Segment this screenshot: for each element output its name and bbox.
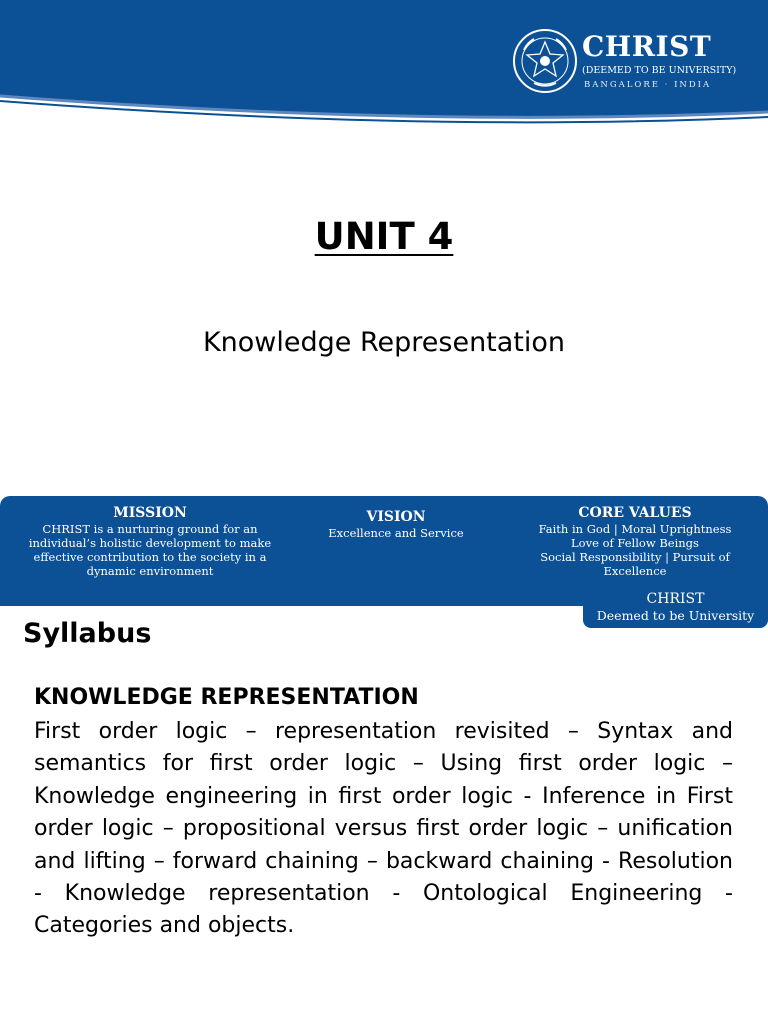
section-heading: KNOWLEDGE REPRESENTATION — [34, 685, 419, 710]
core-values-column — [520, 504, 750, 578]
christ-tab — [583, 585, 768, 628]
vision-column — [300, 508, 492, 540]
core-value-line: Faith in God | Moral Uprightness — [538, 522, 732, 536]
mission-column — [20, 504, 280, 578]
mission-text: CHRIST is a nurturing ground for an individual’s holistic development to make effective contribution to the society in a dynamic environment — [28, 522, 272, 578]
christ-tab-subtitle: Deemed to be University — [596, 608, 755, 623]
vision-heading: VISION — [366, 509, 426, 525]
logo-city: BANGALORE · INDIA — [584, 80, 712, 90]
syllabus-heading: Syllabus — [23, 618, 152, 649]
vision-text: Excellence and Service — [328, 526, 464, 540]
syllabus-body: First order logic – representation revisited – Syntax and semantics for first order logic – Using first order logic – Knowledge engineering in first order logic - Inference in First order logic – propositional versus first order logic – unification and lifting – forward chaining – backward chaining - Resolution - Knowledge representation - Ontological Engineering - Categories and objects. — [34, 719, 733, 939]
core-value-line: Love of Fellow Beings — [571, 536, 699, 550]
university-seal-icon — [512, 28, 578, 94]
logo-subtitle: (DEEMED TO BE UNIVERSITY) — [582, 65, 737, 76]
core-values-heading: CORE VALUES — [578, 505, 692, 521]
christ-tab-name: CHRIST — [646, 591, 705, 607]
university-logo — [512, 28, 737, 96]
unit-title: UNIT 4 — [314, 215, 454, 258]
core-value-line: Social Responsibility | Pursuit of Excellence — [540, 550, 730, 578]
logo-name: CHRIST — [582, 30, 712, 63]
mission-heading: MISSION — [113, 505, 187, 521]
unit-subtitle: Knowledge Representation — [202, 327, 566, 358]
